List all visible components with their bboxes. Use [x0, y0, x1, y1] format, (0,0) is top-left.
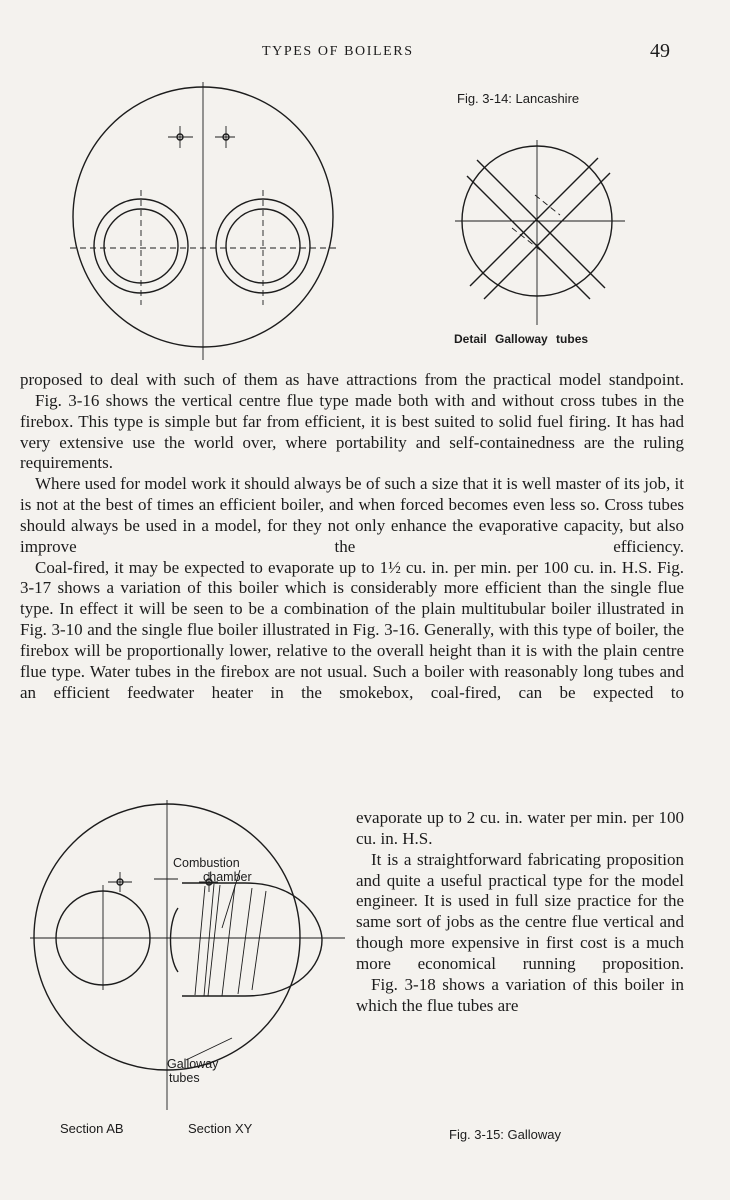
paragraph: Where used for model work it should always be of such a size that it is well master of its job, it is not at the best of times an efficient boiler, and when forced becomes even less so. Cross tubes should always be used in a model, for they not only enhance the evaporative capacity, but also improve the efficiency.	[20, 474, 684, 556]
fig-3-14-caption: Fig. 3-14: Lancashire	[457, 91, 580, 106]
galloway-label: Galloway	[167, 1057, 219, 1071]
detail-galloway-tubes-caption: Detail Galloway tubes	[454, 332, 589, 346]
section-ab-label: Section AB	[60, 1121, 124, 1136]
fig-3-15-caption: Fig. 3-15: Galloway	[449, 1127, 561, 1142]
tubes-label: tubes	[169, 1071, 200, 1085]
running-head: TYPES OF BOILERS	[262, 44, 414, 59]
section-xy-label: Section XY	[188, 1121, 253, 1136]
paragraph: Fig. 3-18 shows a variation of this boiler in which the flue tubes are	[356, 974, 684, 1015]
combustion-label: Combustion	[173, 856, 240, 870]
paragraph: It is a straightforward fabricating proposition and quite a useful practical type for the model engineer. It is used in full size practice for the same sort of jobs as the centre flue vertical and though more expensive in first cost is a much more economical running proposition.	[356, 849, 684, 973]
paragraph: Fig. 3-16 shows the vertical centre flue type made both with and without cross tubes in the firebox. This type is simple but far from efficient, it is best suited to solid fuel firing. It has had very extensive use the world over, where portability and self-containedness are the ruling requirements.	[20, 390, 684, 473]
chamber-label: chamber	[203, 870, 252, 884]
paragraph: Coal-fired, it may be expected to evaporate up to 1½ cu. in. per min. per 100 cu. in. H.S. Fig. 3-17 shows a variation of this boiler which is considerably more efficient than the single flue type. In effect it will be seen to be a combination of the plain multitubular boiler illustrated in Fig. 3-10 and the single flue boiler illustrated in Fig. 3-16. Generally, with this type of boiler, the firebox will be proportionally lower, relative to the overall height than it is with the plain centre flue type. Water tubes in the firebox are not usual. Such a boiler with reasonably long tubes and an efficient feedwater heater in the smokebox, coal-fired, can be expected to	[20, 557, 684, 702]
page-number: 49	[650, 40, 670, 62]
paragraph: proposed to deal with such of them as have attractions from the practical model standpoint.	[20, 370, 684, 389]
paragraph: evaporate up to 2 cu. in. water per min. per 100 cu. in. H.S.	[356, 808, 684, 848]
